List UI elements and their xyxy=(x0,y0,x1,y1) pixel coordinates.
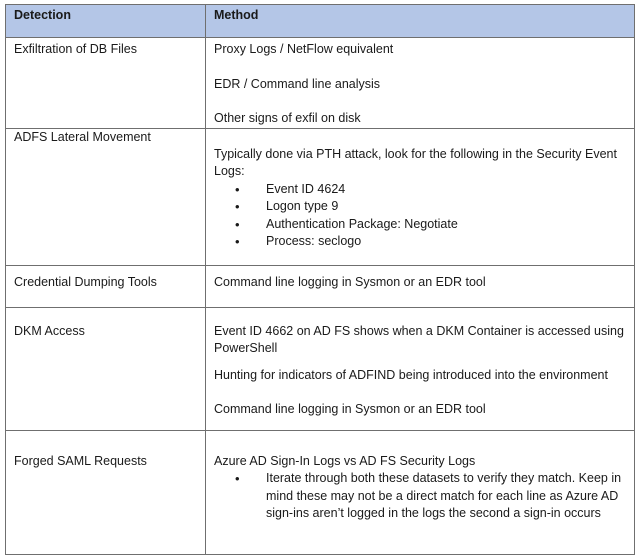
table-row xyxy=(6,38,635,129)
method-line: EDR / Command line analysis xyxy=(214,76,381,91)
method-line: Hunting for indicators of ADFIND being introduced into the environment xyxy=(214,367,608,382)
method-cell xyxy=(206,307,635,430)
header-method: Method xyxy=(206,5,635,38)
bullet-list xyxy=(214,470,626,523)
table-row xyxy=(6,307,635,430)
method-cell xyxy=(206,128,635,265)
detection-cell: Exfiltration of DB Files xyxy=(6,38,206,129)
method-line: Command line logging in Sysmon or an EDR tool xyxy=(214,402,486,416)
method-cell xyxy=(206,265,635,307)
method-line: Event ID 4662 on AD FS shows when a DKM Container is accessed using PowerShell xyxy=(214,323,624,355)
table-row xyxy=(6,128,635,265)
detection-cell: DKM Access xyxy=(6,307,206,430)
bullet-item: • Authentication Package: Negotiate xyxy=(266,216,626,234)
detection-cell: Credential Dumping Tools xyxy=(6,265,206,307)
method-intro: Typically done via PTH attack, look for the following in the Security Event Logs: xyxy=(214,146,617,178)
method-cell xyxy=(206,430,635,554)
bullet-item: • Event ID 4624 xyxy=(266,181,626,199)
bullet-list xyxy=(214,181,626,251)
header-detection: Detection xyxy=(6,5,206,38)
method-line: Command line logging in Sysmon or an EDR tool xyxy=(214,274,486,289)
method-intro: Azure AD Sign-In Logs vs AD FS Security Logs xyxy=(214,453,476,468)
detection-cell: Forged SAML Requests xyxy=(6,430,206,554)
method-line: Other signs of exfil on disk xyxy=(214,111,361,125)
table-row xyxy=(6,265,635,307)
table-row xyxy=(6,430,635,554)
bullet-item: • Logon type 9 xyxy=(266,198,626,216)
detection-cell: ADFS Lateral Movement xyxy=(6,128,206,265)
method-cell xyxy=(206,38,635,129)
bullet-item: • Process: seclogo xyxy=(266,233,626,251)
bullet-item: • Iterate through both these datasets to verify they match. Keep in mind these may not be a direct match for each line as Azure AD sign-ins aren’t logged in the logs the second a sign-in occurs xyxy=(266,470,626,523)
detection-method-table xyxy=(5,4,635,555)
header-row xyxy=(6,5,635,38)
method-line: Proxy Logs / NetFlow equivalent xyxy=(214,42,394,56)
